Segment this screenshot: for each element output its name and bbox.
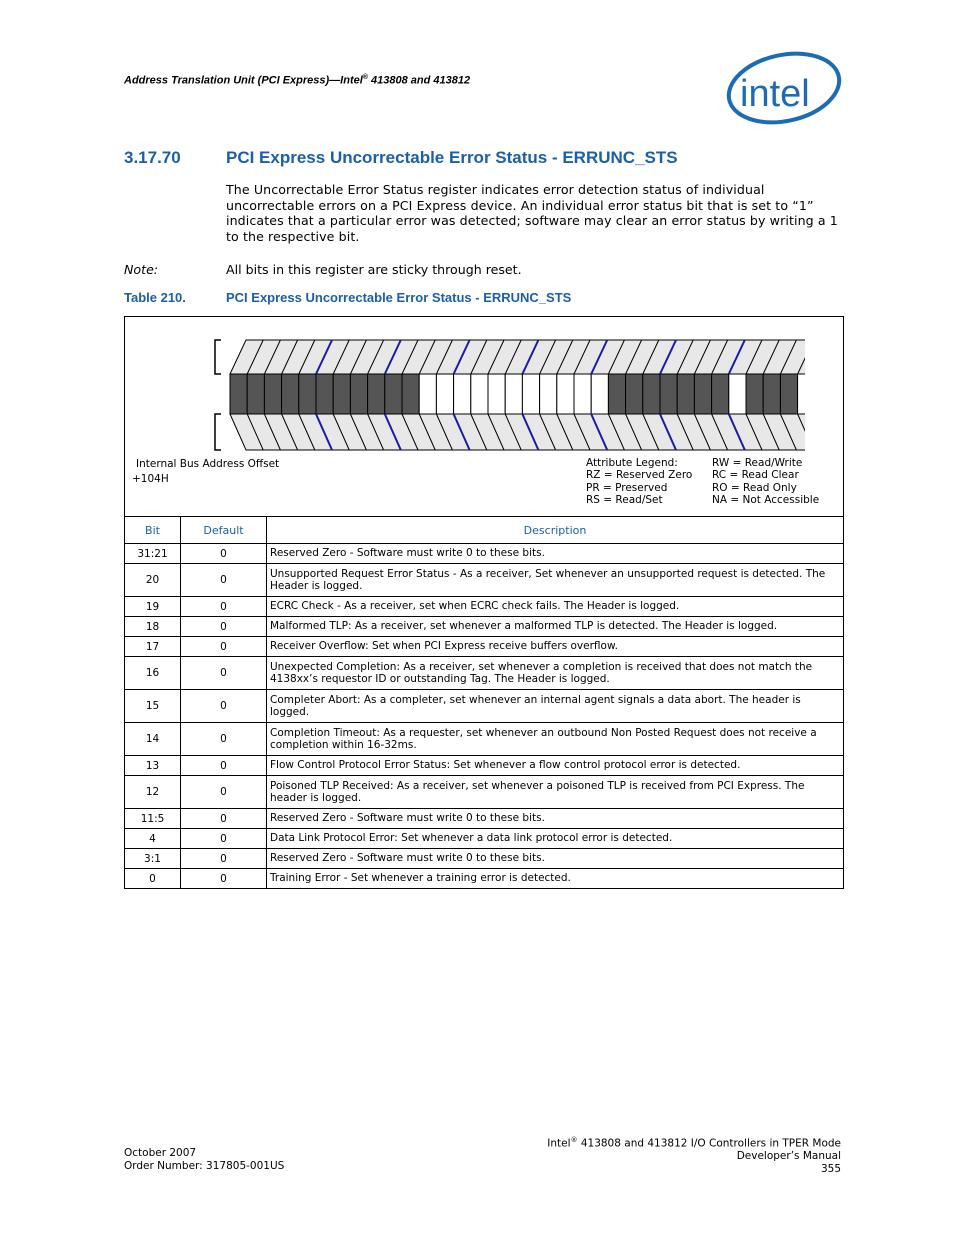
default-cell: 0: [181, 869, 267, 889]
default-cell: 0: [181, 637, 267, 657]
table-row: [125, 849, 844, 869]
bit-cell: 31:21: [125, 544, 181, 564]
header-default: Default: [181, 517, 267, 544]
table-row: [125, 829, 844, 849]
legend-item: PR = Preserved: [586, 481, 668, 494]
bit-cell-shading: [402, 374, 419, 414]
legend-item: RC = Read Clear: [712, 469, 799, 482]
intel-logo: [722, 50, 844, 130]
bit-cell-shading: [660, 374, 677, 414]
bit-cell-shading: [282, 374, 299, 414]
table-number: Table 210.: [124, 290, 186, 305]
bottom-bracket: [215, 414, 221, 450]
bit-cell: 0: [125, 869, 181, 889]
default-cell: 0: [181, 829, 267, 849]
bit-cell-shading: [780, 374, 797, 414]
bit-cell: 14: [125, 723, 181, 756]
footer-left: [124, 1147, 284, 1172]
description-cell: Reserved Zero - Software must write 0 to these bits.: [267, 544, 844, 564]
default-cell: 0: [181, 849, 267, 869]
description-cell: Poisoned TLP Received: As a receiver, set whenever a poisoned TLP is received from PCI Express. The header is logged.: [267, 776, 844, 809]
footer-manual: Developer’s Manual: [736, 1150, 841, 1162]
legend-item: RO = Read Only: [712, 481, 797, 494]
footer-right: [547, 1134, 841, 1175]
running-header: [124, 74, 470, 87]
header-registered-mark: ®: [362, 74, 368, 81]
table-row: [125, 597, 844, 617]
bit-cell: 15: [125, 690, 181, 723]
default-cell: 0: [181, 617, 267, 637]
bit-cell-shading: [540, 374, 557, 414]
section-paragraph: The Uncorrectable Error Status register indicates error detection status of individual uncorrectable errors on a PCI Express device. An individual error status bit that is set to “1” indicates that a particular error was detected; software may clear an error status by writing a 1 to the respective bit.: [226, 182, 838, 244]
bit-cell-shading: [608, 374, 625, 414]
table-row: [125, 657, 844, 690]
description-cell: Completion Timeout: As a requester, set whenever an outbound Non Posted Request does not receive a completion within 16-32ms.: [267, 723, 844, 756]
bit-cell-shading: [591, 374, 608, 414]
bit-cell: 4: [125, 829, 181, 849]
description-cell: Malformed TLP: As a receiver, set whenever a malformed TLP is detected. The Header is logged.: [267, 617, 844, 637]
bit-cell-shading: [694, 374, 711, 414]
footer-product-prefix: Intel: [547, 1137, 571, 1150]
description-cell: Reserved Zero - Software must write 0 to these bits.: [267, 849, 844, 869]
bit-cell-shading: [729, 374, 746, 414]
default-cell: 0: [181, 723, 267, 756]
table-row: [125, 723, 844, 756]
offset-value: +104H: [132, 473, 169, 485]
default-cell: 0: [181, 776, 267, 809]
legend-item: NA = Not Accessible: [712, 493, 820, 506]
description-cell: Receiver Overflow: Set when PCI Express receive buffers overflow.: [267, 637, 844, 657]
footer-order-number: Order Number: 317805-001US: [124, 1159, 285, 1172]
bit-cell-shading: [574, 374, 591, 414]
description-cell: Flow Control Protocol Error Status: Set whenever a flow control protocol error is detected.: [267, 756, 844, 776]
legend-item: RW = Read/Write: [712, 457, 803, 469]
section-title: PCI Express Uncorrectable Error Status - ERRUNC_STS: [226, 148, 678, 167]
header-title-prefix: Address Translation Unit (PCI Express)—Intel: [124, 74, 363, 87]
bit-cell-shading: [763, 374, 780, 414]
header-bit: Bit: [125, 517, 181, 544]
description-cell: ECRC Check - As a receiver, set when ECRC check fails. The Header is logged.: [267, 597, 844, 617]
legend-item: RZ = Reserved Zero: [586, 469, 693, 482]
bit-cell-shading: [643, 374, 660, 414]
bit-cell: 13: [125, 756, 181, 776]
bit-cell-shading: [230, 374, 247, 414]
bit-cell-shading: [677, 374, 694, 414]
offset-label: Internal Bus Address Offset: [136, 458, 280, 470]
footer-date: October 2007: [124, 1147, 197, 1159]
table-row: [125, 756, 844, 776]
top-band: [230, 340, 805, 374]
footer-product-suffix: 413808 and 413812 I/O Controllers in TPER Mode: [577, 1137, 841, 1150]
footer-page-number: 355: [820, 1162, 841, 1175]
register-bit-diagram: [205, 334, 805, 456]
bit-cell-shading: [385, 374, 402, 414]
bit-cell-shading: [333, 374, 350, 414]
bit-cell-shading: [247, 374, 264, 414]
header-title-suffix: 413808 and 413812: [367, 74, 471, 87]
description-cell: Reserved Zero - Software must write 0 to these bits.: [267, 809, 844, 829]
default-cell: 0: [181, 809, 267, 829]
bit-cell-shading: [626, 374, 643, 414]
table-row: [125, 544, 844, 564]
default-cell: 0: [181, 564, 267, 597]
bit-cell-shading: [419, 374, 436, 414]
footer-product: [547, 1134, 841, 1150]
table-row: [125, 637, 844, 657]
bit-cell-shading: [368, 374, 385, 414]
table-row: [125, 776, 844, 809]
default-cell: 0: [181, 544, 267, 564]
bit-cell-shading: [316, 374, 333, 414]
table-row: [125, 690, 844, 723]
table-row: [125, 869, 844, 889]
top-bracket: [215, 340, 221, 374]
bit-cell-shading: [557, 374, 574, 414]
note-text: All bits in this register are sticky through reset.: [226, 262, 522, 277]
bottom-band: [230, 414, 805, 450]
bit-cell-shading: [471, 374, 488, 414]
default-cell: 0: [181, 657, 267, 690]
legend-title: Attribute Legend:: [586, 457, 678, 469]
description-cell: Data Link Protocol Error: Set whenever a data link protocol error is detected.: [267, 829, 844, 849]
description-cell: Unsupported Request Error Status - As a receiver, Set whenever an unsupported request is detected. The Header is logged.: [267, 564, 844, 597]
bit-cell-shading: [436, 374, 453, 414]
bit-cell: 16: [125, 657, 181, 690]
default-cell: 0: [181, 690, 267, 723]
description-cell: Completer Abort: As a completer, set whenever an internal agent signals a data abort. The header is logged.: [267, 690, 844, 723]
default-cell: 0: [181, 756, 267, 776]
bit-cell: 12: [125, 776, 181, 809]
description-cell: Unexpected Completion: As a receiver, set whenever a completion is received that does not match the 4138xx’s requestor ID or outstanding Tag. The Header is logged.: [267, 657, 844, 690]
attribute-legend-right: [712, 457, 819, 506]
bit-cell: 17: [125, 637, 181, 657]
bit-cell: 19: [125, 597, 181, 617]
table-row: [125, 809, 844, 829]
description-cell: Training Error - Set whenever a training error is detected.: [267, 869, 844, 889]
section-number: 3.17.70: [124, 148, 181, 167]
bit-cell-shading: [712, 374, 729, 414]
bit-cell: 11:5: [125, 809, 181, 829]
bit-cell: 20: [125, 564, 181, 597]
bit-cell-shading: [264, 374, 281, 414]
bit-cell: 3:1: [125, 849, 181, 869]
header-description: Description: [267, 517, 844, 544]
bit-cell-shading: [299, 374, 316, 414]
table-title: PCI Express Uncorrectable Error Status - ERRUNC_STS: [226, 290, 572, 305]
table-row: [125, 617, 844, 637]
bit-cell-shading: [746, 374, 763, 414]
bit-cell: 18: [125, 617, 181, 637]
table-header-row: [125, 517, 844, 544]
note-label: Note:: [124, 262, 159, 277]
footer-registered-mark: ®: [570, 1136, 578, 1144]
legend-item: RS = Read/Set: [586, 493, 663, 506]
bit-description-table: [124, 516, 844, 889]
bit-cell-shading: [350, 374, 367, 414]
table-row: [125, 564, 844, 597]
bit-cell-shading: [454, 374, 471, 414]
default-cell: 0: [181, 597, 267, 617]
bit-cell-shading: [505, 374, 522, 414]
bit-cell-shading: [522, 374, 539, 414]
bit-cell-shading: [798, 374, 805, 414]
logo-text: intel: [740, 73, 810, 115]
bit-cell-shading: [488, 374, 505, 414]
attribute-legend-left: [586, 457, 692, 506]
